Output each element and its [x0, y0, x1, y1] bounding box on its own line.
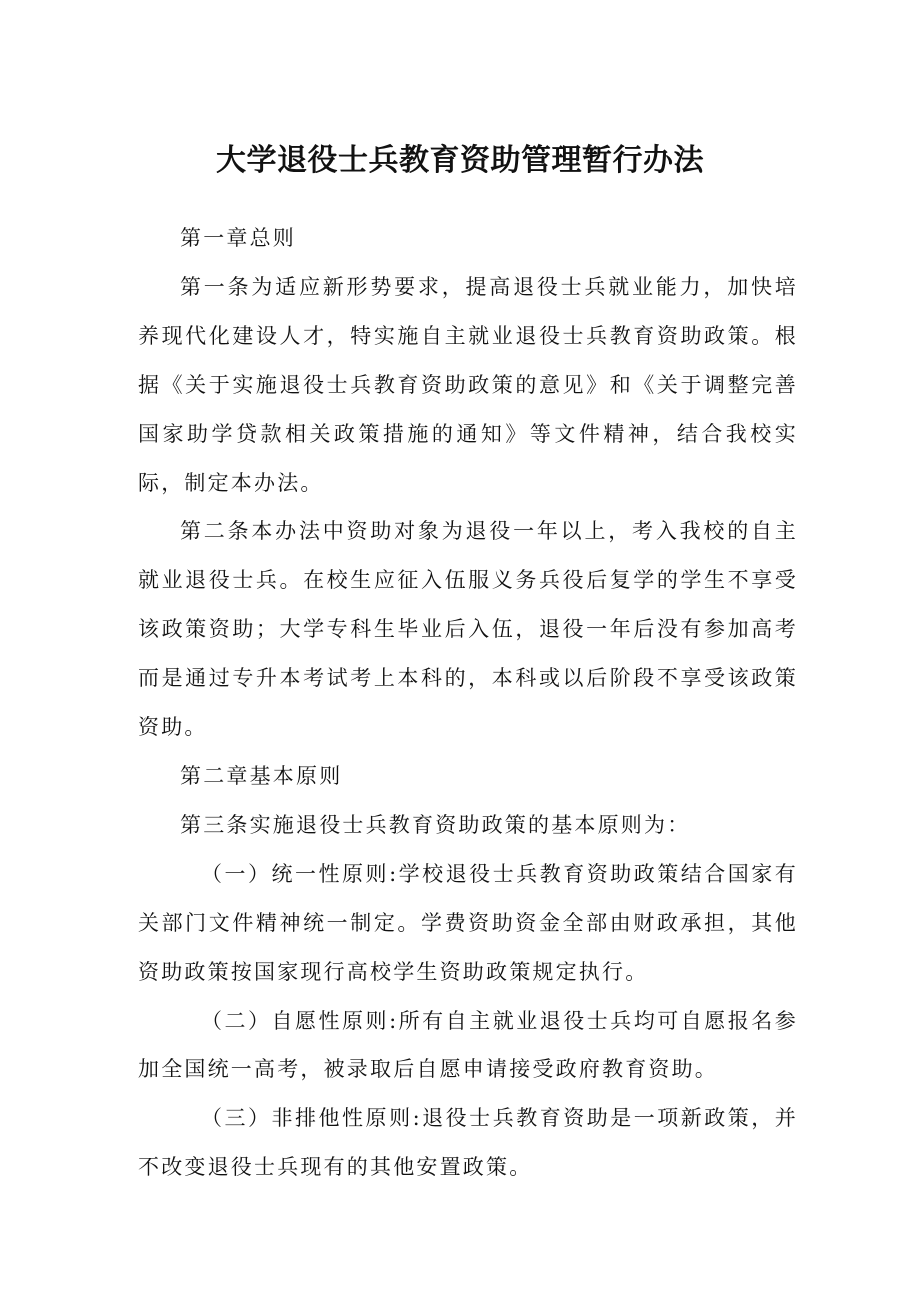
principle-item: （三）非排他性原则:退役士兵教育资助是一项新政策，并不改变退役士兵现有的其他安置政策。 [138, 1106, 798, 1180]
document-title: 大学退役士兵教育资助管理暂行办法 [216, 143, 704, 178]
document-body [138, 214, 798, 1192]
principle-item: （一）统一性原则:学校退役士兵教育资助政策结合国家有关部门文件精神统一制定。学费资助资金全部由财政承担，其他资助政策按国家现行高校学生资助政策规定执行。 [138, 861, 798, 984]
article-paragraph: 第一条为适应新形势要求，提高退役士兵就业能力，加快培养现代化建设人才，特实施自主就业退役士兵教育资助政策。根据《关于实施退役士兵教育资助政策的意见》和《关于调整完善国家助学贷款相关政策措施的通知》等文件精神，结合我校实际，制定本办法。 [138, 274, 798, 495]
chapter-heading: 第二章基本原则 [180, 763, 343, 788]
article-paragraph: 第二条本办法中资助对象为退役一年以上，考入我校的自主就业退役士兵。在校生应征入伍服义务兵役后复学的学生不享受该政策资助；大学专科生毕业后入伍，退役一年后没有参加高考而是通过专升本考试考上本科的，本科或以后阶段不享受该政策资助。 [138, 519, 798, 740]
principle-item: （二）自愿性原则:所有自主就业退役士兵均可自愿报名参加全国统一高考，被录取后自愿申请接受政府教育资助。 [138, 1008, 798, 1082]
chapter-heading: 第一章总则 [180, 226, 296, 250]
article-paragraph: 第三条实施退役士兵教育资助政策的基本原则为： [180, 812, 691, 837]
